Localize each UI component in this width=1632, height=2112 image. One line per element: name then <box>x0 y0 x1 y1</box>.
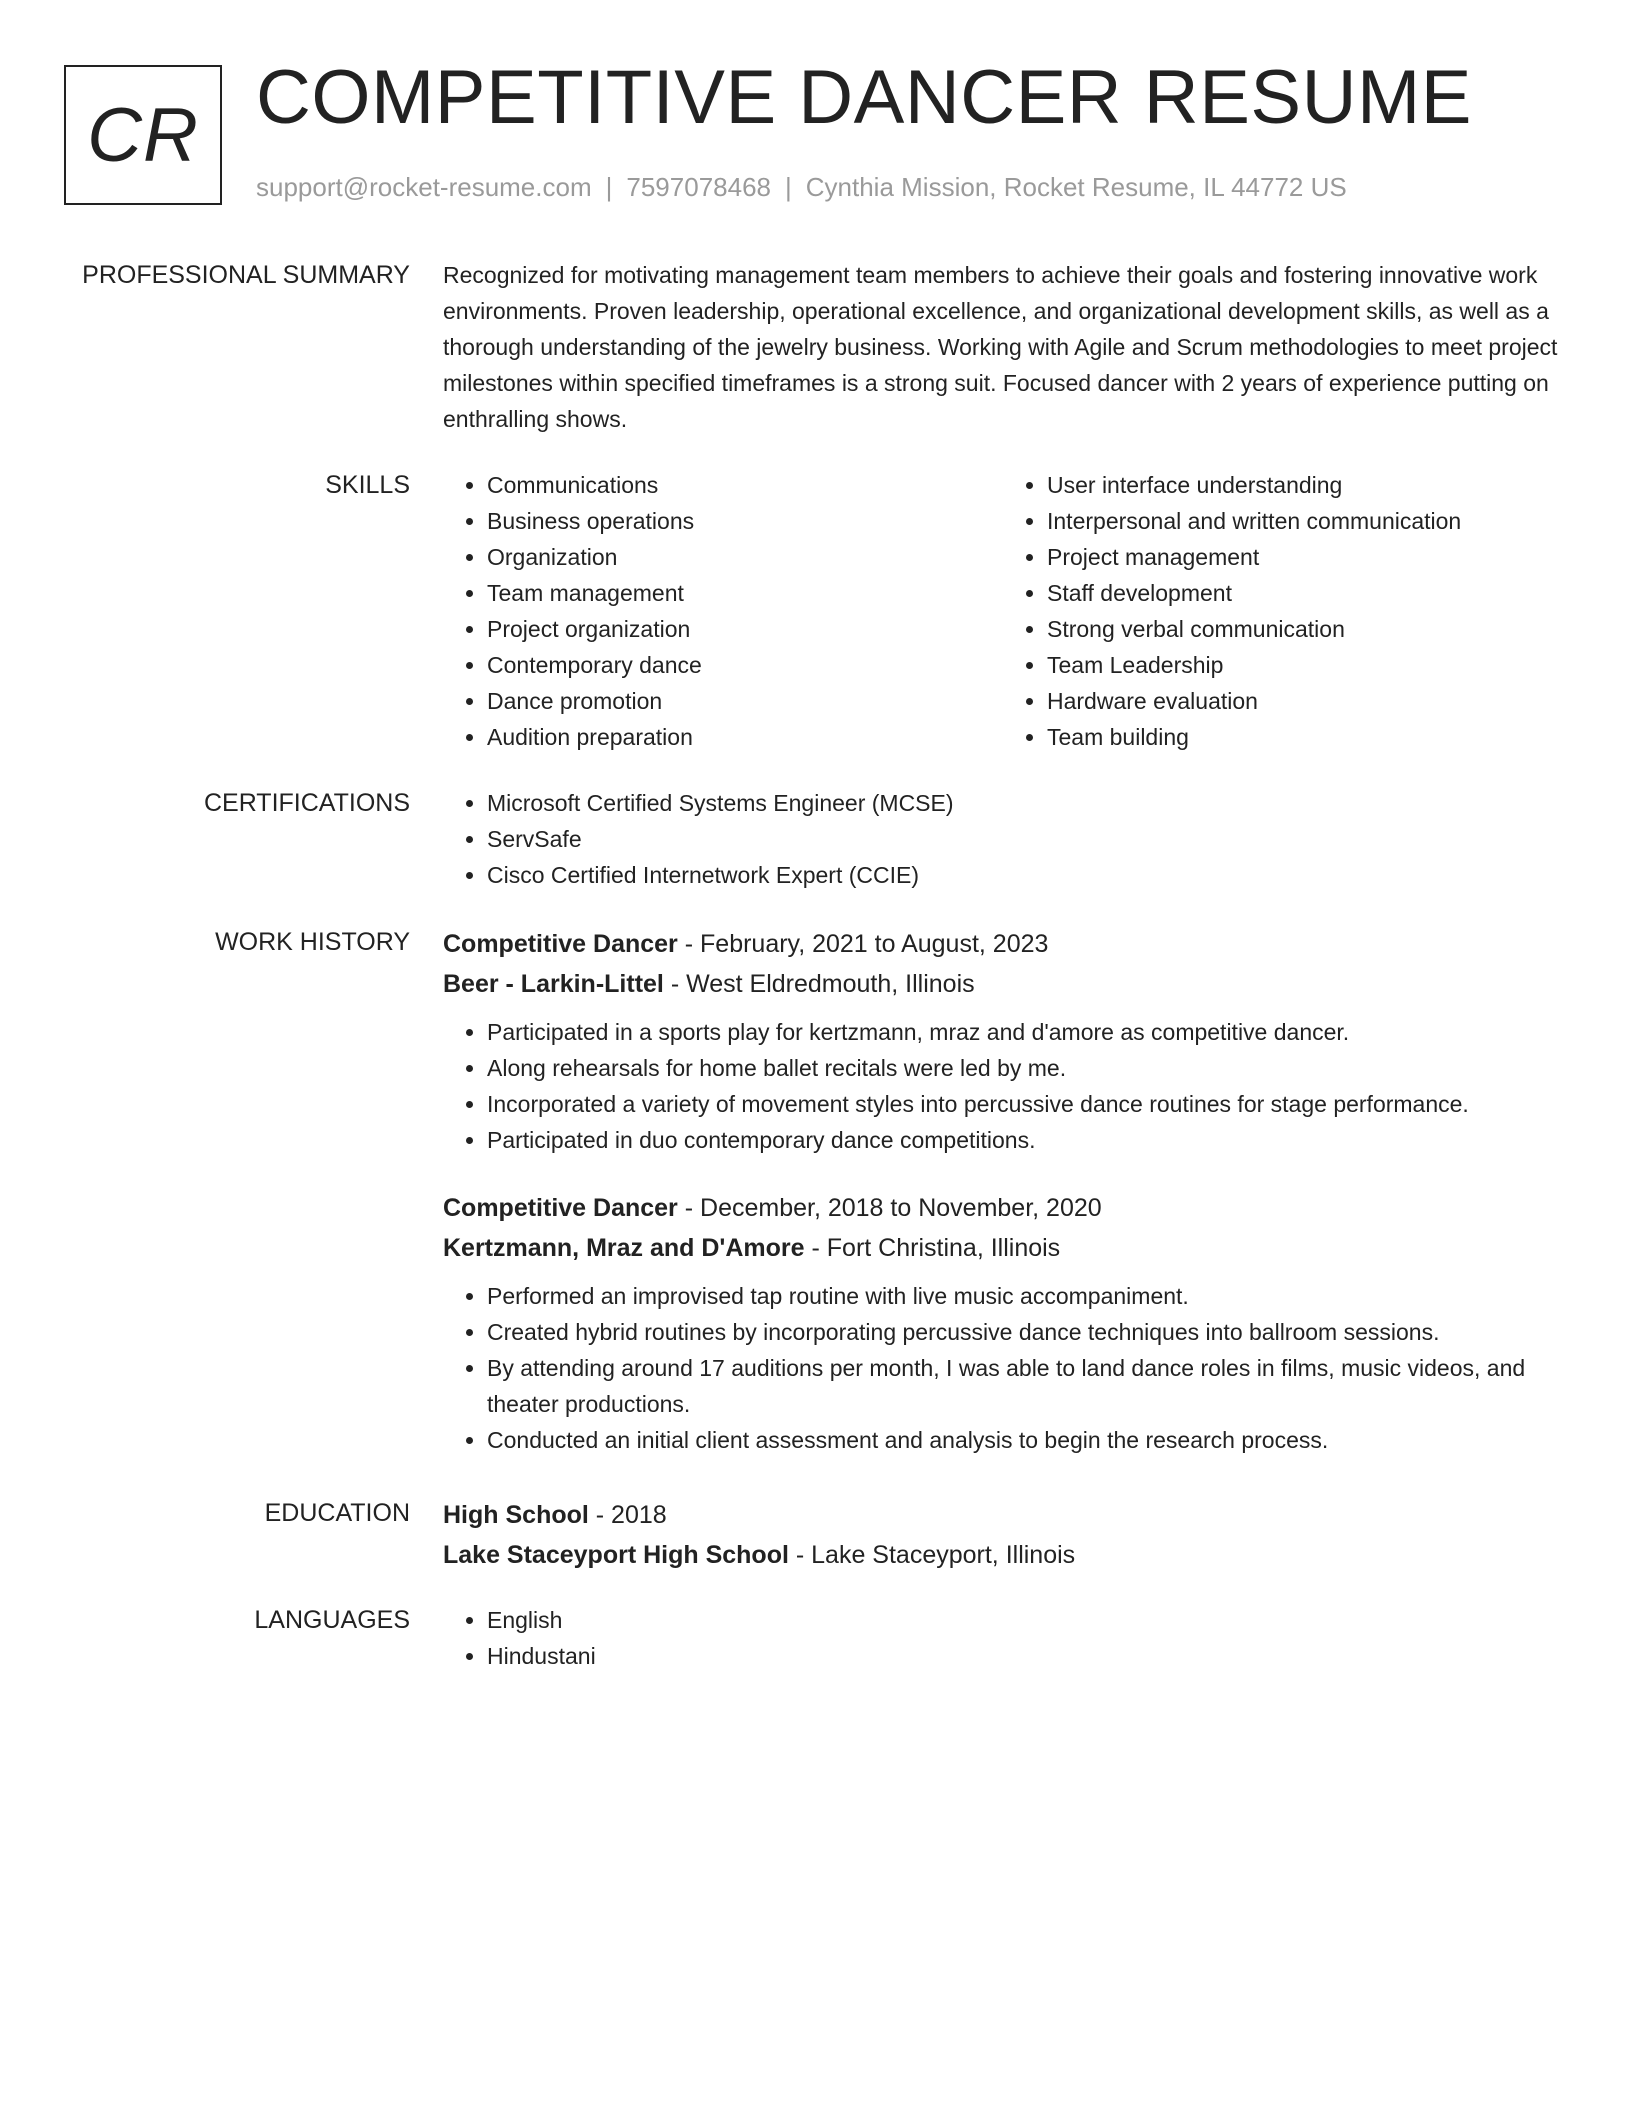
monogram-text: CR <box>87 92 199 178</box>
section-heading-work-history: WORK HISTORY <box>215 928 410 956</box>
job-entry <box>443 1188 1563 1458</box>
skill-item: • Strong verbal communication <box>1047 611 1563 647</box>
resume-title: COMPETITIVE DANCER RESUME <box>256 55 1472 140</box>
skill-item: • Contemporary dance <box>487 647 1003 683</box>
skill-item: • User interface understanding <box>1047 467 1563 503</box>
job-employer: Kertzmann, Mraz and D'Amore <box>443 1234 805 1262</box>
skill-item: • Business operations <box>487 503 1003 539</box>
language-item: • Hindustani <box>487 1638 1563 1674</box>
education-degree: High School <box>443 1501 589 1529</box>
job-location: - West Eldredmouth, Illinois <box>663 970 975 998</box>
work-history-body <box>443 924 1563 1458</box>
job-bullet: • Participated in duo contemporary dance competitions. <box>487 1122 1563 1158</box>
skill-item: • Hardware evaluation <box>1047 683 1563 719</box>
skill-item: • Team Leadership <box>1047 647 1563 683</box>
summary-text: Recognized for motivating management team members to achieve their goals and fostering innovative work environments. Proven leadership, operational excellence, and organizational development skills, as well as a thorough understanding of the jewelry business. Working with Agile and Scrum methodologies to meet project milestones within specified timeframes is a strong suit. Focused dancer with 2 years of experience putting on enthralling shows. <box>443 262 1558 432</box>
section-heading-summary: PROFESSIONAL SUMMARY <box>82 261 410 289</box>
job-bullet: • By attending around 17 auditions per month, I was able to land dance roles in films, music videos, and theater productions. <box>487 1350 1563 1422</box>
job-bullet: • Along rehearsals for home ballet recitals were led by me. <box>487 1050 1563 1086</box>
contact-email: support@rocket-resume.com <box>256 172 592 202</box>
job-bullet: • Conducted an initial client assessment and analysis to begin the research process. <box>487 1422 1563 1458</box>
skill-item: • Staff development <box>1047 575 1563 611</box>
certification-item: • Cisco Certified Internetwork Expert (CCIE) <box>487 857 1563 893</box>
job-bullet: • Participated in a sports play for kertzmann, mraz and d'amore as competitive dancer. <box>487 1014 1563 1050</box>
education-school: Lake Staceyport High School <box>443 1541 789 1569</box>
education-location: - Lake Staceyport, Illinois <box>788 1541 1076 1569</box>
education-body <box>443 1495 1563 1575</box>
contact-separator: | <box>785 172 792 202</box>
job-bullet: • Created hybrid routines by incorporating percussive dance techniques into ballroom sessions. <box>487 1314 1563 1350</box>
skills-list-right <box>1003 467 1563 755</box>
languages-body <box>443 1602 1563 1674</box>
certifications-list <box>443 785 1563 893</box>
job-bullet: • Incorporated a variety of movement styles into percussive dance routines for stage performance. <box>487 1086 1563 1122</box>
job-employer-line <box>443 964 1563 1004</box>
job-entry <box>443 924 1563 1158</box>
job-title: Competitive Dancer <box>443 930 678 958</box>
contact-line <box>256 172 1347 203</box>
contact-separator: | <box>605 172 613 202</box>
language-item: • English <box>487 1602 1563 1638</box>
skill-item: • Interpersonal and written communication <box>1047 503 1563 539</box>
job-employer: Beer - Larkin-Littel <box>443 970 664 998</box>
skills-list-left <box>443 467 1003 755</box>
job-title: Competitive Dancer <box>443 1194 678 1222</box>
certification-item: • Microsoft Certified Systems Engineer (MCSE) <box>487 785 1563 821</box>
contact-phone: 7597078468 <box>626 172 771 202</box>
skill-item: • Communications <box>487 467 1003 503</box>
education-school-line <box>443 1535 1563 1575</box>
skill-item: • Dance promotion <box>487 683 1003 719</box>
skills-body <box>443 467 1563 755</box>
job-location: - Fort Christina, Illinois <box>804 1234 1061 1262</box>
job-bullet: • Performed an improvised tap routine with live music accompaniment. <box>487 1278 1563 1314</box>
job-dates: - February, 2021 to August, 2023 <box>677 930 1049 958</box>
skill-item: • Team building <box>1047 719 1563 755</box>
section-heading-languages: LANGUAGES <box>254 1606 410 1634</box>
skill-item: • Project organization <box>487 611 1003 647</box>
contact-address: Cynthia Mission, Rocket Resume, IL 44772 US <box>805 172 1347 202</box>
monogram-badge <box>64 65 222 205</box>
section-heading-certifications: CERTIFICATIONS <box>203 789 410 817</box>
job-dates: - December, 2018 to November, 2020 <box>677 1194 1102 1222</box>
job-title-line <box>443 924 1563 964</box>
job-employer-line <box>443 1228 1563 1268</box>
certification-item: • ServSafe <box>487 821 1563 857</box>
education-year: - 2018 <box>588 1501 667 1529</box>
skill-item: • Team management <box>487 575 1003 611</box>
section-heading-education: EDUCATION <box>264 1499 410 1527</box>
skill-item: • Project management <box>1047 539 1563 575</box>
section-heading-skills: SKILLS <box>325 471 410 499</box>
skill-item: • Audition preparation <box>487 719 1003 755</box>
certifications-body <box>443 785 1563 893</box>
job-title-line <box>443 1188 1563 1228</box>
skill-item: • Organization <box>487 539 1003 575</box>
education-degree-line <box>443 1495 1563 1535</box>
job-bullets <box>443 1014 1563 1158</box>
languages-list <box>443 1602 1563 1674</box>
job-bullets <box>443 1278 1563 1458</box>
